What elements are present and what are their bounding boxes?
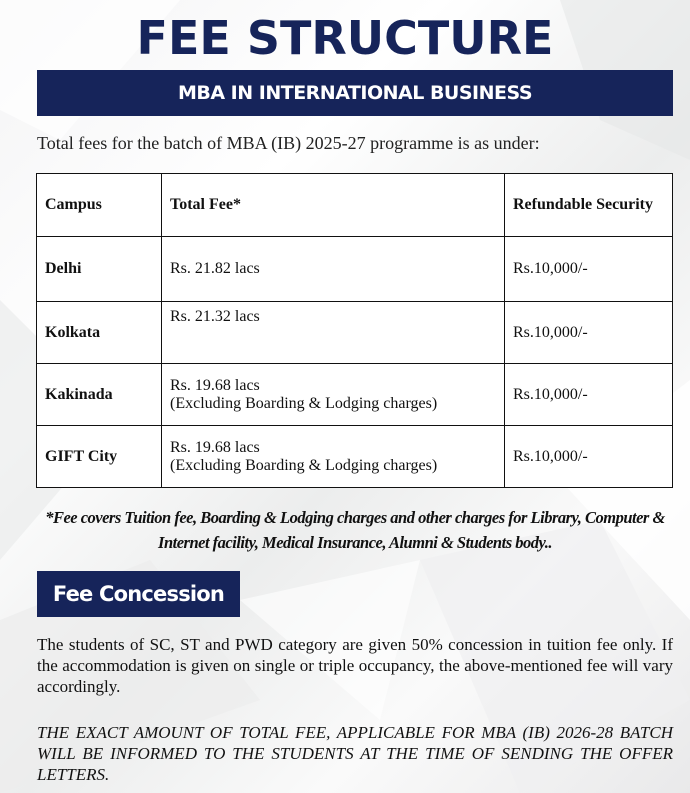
security-cell: Rs.10,000/- — [505, 364, 673, 426]
fee-cell — [162, 237, 505, 302]
header-refundable-security: Refundable Security — [505, 174, 673, 237]
fee-amount: Rs. 19.68 lacs — [170, 376, 260, 394]
table-row — [37, 302, 673, 364]
fee-cell — [162, 364, 505, 426]
campus-cell: GIFT City — [37, 426, 162, 488]
table-header-row — [37, 174, 673, 237]
fee-note: (Excluding Boarding & Lodging charges) — [170, 456, 438, 474]
fee-table — [36, 173, 673, 488]
program-banner: MBA IN INTERNATIONAL BUSINESS — [37, 70, 673, 116]
intro-text: Total fees for the batch of MBA (IB) 2025-27 programme is as under: — [37, 133, 540, 153]
header-total-fee: Total Fee* — [162, 174, 505, 237]
fee-footnote: *Fee covers Tuition fee, Boarding & Lodging charges and other charges for Library, Computer & Internet facility, Medical Insurance, Alumni & Students body.. — [45, 508, 665, 552]
table-row — [37, 364, 673, 426]
table-row — [37, 426, 673, 488]
fee-notice: THE EXACT AMOUNT OF TOTAL FEE, APPLICABLE FOR MBA (IB) 2026-28 BATCH WILL BE INFORMED TO THE STUDENTS AT THE TIME OF SENDING THE OFFER LETTERS. — [37, 723, 673, 784]
table-row — [37, 237, 673, 302]
concession-text: The students of SC, ST and PWD category are given 50% concession in tuition fee only. If the accommodation is given on single or triple occupancy, the above-mentioned fee will vary accordingly. — [37, 635, 673, 696]
fee-amount: Rs. 19.68 lacs — [170, 438, 260, 456]
fee-concession-heading: Fee Concession — [37, 571, 240, 617]
fee-note: (Excluding Boarding & Lodging charges) — [170, 394, 438, 412]
security-cell: Rs.10,000/- — [505, 426, 673, 488]
fee-cell — [162, 302, 505, 364]
header-campus: Campus — [37, 174, 162, 237]
fee-amount: Rs. 21.32 lacs — [170, 308, 260, 325]
page-title: FEE STRUCTURE — [136, 11, 554, 65]
security-cell: Rs.10,000/- — [505, 302, 673, 364]
campus-cell: Kolkata — [37, 302, 162, 364]
campus-cell: Kakinada — [37, 364, 162, 426]
fee-cell — [162, 426, 505, 488]
fee-amount: Rs. 21.82 lacs — [170, 260, 260, 277]
security-cell: Rs.10,000/- — [505, 237, 673, 302]
campus-cell: Delhi — [37, 237, 162, 302]
